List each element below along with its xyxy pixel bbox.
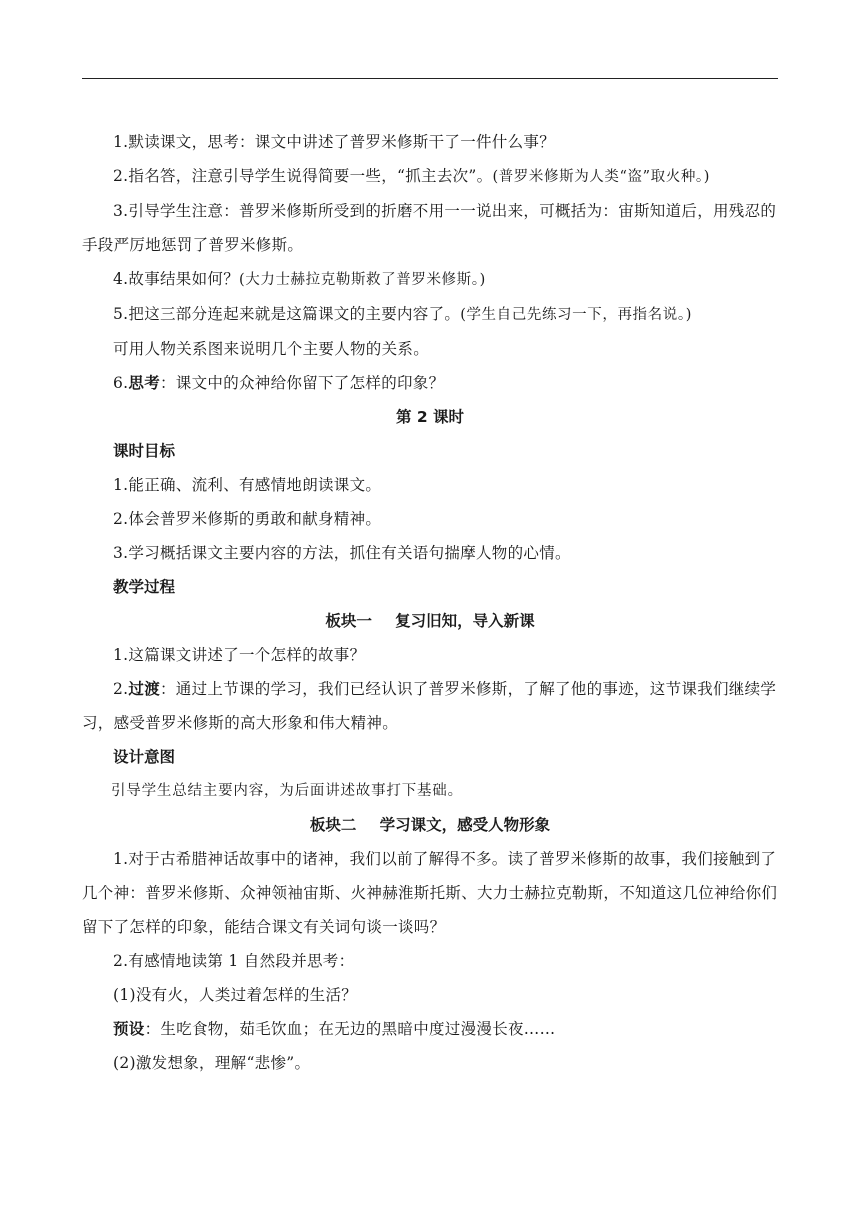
- answer-note: (学生自己先练习一下，再指名说。): [460, 307, 692, 323]
- lesson-title: 第 2 课时: [395, 408, 465, 426]
- block1-title: 板块一 复习旧知，导入新课: [325, 612, 535, 630]
- design-intent-heading: 设计意图: [113, 748, 176, 766]
- block2-item: 1.对于古希腊神话故事中的诸神，我们以前了解得不多。读了普罗米修斯的故事，我们接触到了几个神：普罗米修斯、众神领袖宙斯、火神赫淮斯托斯、大力士赫拉克勒斯，不知道这几位神给你们留下了怎样的印象，能结合课文有关词句谈一谈吗？: [82, 850, 778, 936]
- objective-item: 2.体会普罗米修斯的勇敢和献身精神。: [113, 510, 382, 528]
- answer-note: (普罗米修斯为人类“盗”取火种。): [492, 169, 711, 185]
- block2-item: 2.有感情地读第 1 自然段并思考：: [113, 952, 355, 970]
- header-rule: [82, 78, 778, 79]
- paragraph-5: 5.把这三部分连起来就是这篇课文的主要内容了。(学生自己先练习一下，再指名说。): [113, 305, 692, 323]
- paragraph-1: 1.默读课文，思考：课文中讲述了普罗米修斯干了一件什么事？: [113, 133, 555, 151]
- block1-item: 1.这篇课文讲述了一个怎样的故事？: [113, 646, 366, 664]
- objectives-heading: 课时目标: [113, 442, 176, 460]
- answer-note: (大力士赫拉克勒斯救了普罗米修斯。): [239, 272, 486, 288]
- block2-title: 板块二 学习课文，感受人物形象: [309, 816, 551, 834]
- block2-item: (2)激发想象，理解“悲惨”。: [113, 1054, 311, 1072]
- block2-item: (1)没有火，人类过着怎样的生活？: [113, 986, 358, 1004]
- paragraph-6: 6.思考：课文中的众神给你留下了怎样的印象？: [113, 374, 445, 392]
- objective-item: 3.学习概括课文主要内容的方法，抓住有关语句揣摩人物的心情。: [113, 544, 571, 562]
- objective-item: 1.能正确、流利、有感情地朗读课文。: [113, 476, 382, 494]
- process-heading: 教学过程: [113, 578, 176, 596]
- block2-item: 预设：生吃食物，茹毛饮血；在无边的黑暗中度过漫漫长夜……: [113, 1020, 556, 1038]
- paragraph-3: 3.引导学生注意：普罗米修斯所受到的折磨不用一一说出来，可概括为：宙斯知道后，用残忍的手段严厉地惩罚了普罗米修斯。: [82, 202, 777, 254]
- paragraph-5-continued: 可用人物关系图来说明几个主要人物的关系。: [113, 340, 430, 358]
- document-body: [82, 125, 778, 1080]
- paragraph-4: 4.故事结果如何？(大力士赫拉克勒斯救了普罗米修斯。): [113, 270, 486, 288]
- paragraph-2: 2.指名答，注意引导学生说得简要一些，“抓主去次”。(普罗米修斯为人类“盗”取火种。): [113, 167, 711, 185]
- design-intent-text: 引导学生总结主要内容，为后面讲述故事打下基础。: [111, 783, 463, 799]
- block1-item: 2.过渡：通过上节课的学习，我们已经认识了普罗米修斯，了解了他的事迹，这节课我们继续学习，感受普罗米修斯的高大形象和伟大精神。: [82, 680, 777, 732]
